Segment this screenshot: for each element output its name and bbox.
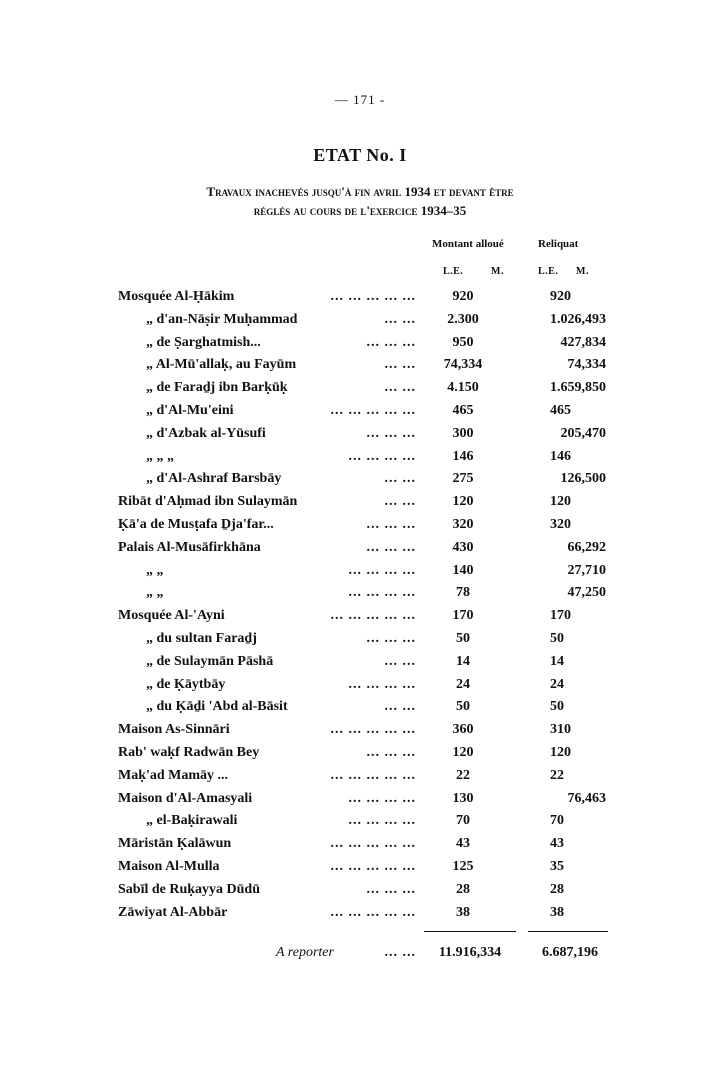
row-montant: 140	[452, 562, 474, 578]
row-label: „ „ „	[146, 448, 174, 464]
row-montant: 22	[456, 767, 470, 783]
header-le-montant: L.E.	[443, 266, 464, 277]
row-montant: 50	[456, 630, 470, 646]
row-leader-dots: ... ... ...	[366, 881, 416, 897]
row-leader-dots: ... ...	[384, 311, 416, 327]
row-leader-dots: ... ...	[384, 380, 416, 396]
table-row	[0, 788, 720, 811]
row-leader-dots: ... ...	[384, 653, 416, 669]
row-label: „ de Ṣarghatmish...	[146, 334, 261, 350]
row-montant: 465	[452, 402, 474, 418]
table-row	[0, 309, 720, 332]
row-montant: 70	[456, 813, 470, 829]
total-rule-montant	[424, 931, 516, 932]
page-title: ETAT No. I	[313, 145, 407, 165]
row-label: „ d'Al-Ashraf Barsbāy	[146, 471, 282, 487]
row-label: „ de Ḳāytbāy	[146, 676, 226, 692]
row-label: „ „	[146, 562, 164, 578]
header-m-reliquat: M.	[576, 266, 589, 277]
row-reliquat: 205,470	[560, 425, 606, 441]
header-reliquat: Reliquat	[538, 238, 579, 250]
row-label: Māristān Ḳalāwun	[118, 836, 232, 852]
row-montant: 4.150	[447, 380, 479, 396]
row-montant: 24	[456, 676, 470, 692]
row-leader-dots: ... ... ... ... ...	[330, 767, 416, 783]
row-leader-dots: ... ... ...	[366, 744, 416, 760]
row-reliquat: 47,250	[567, 585, 606, 601]
row-label: Rab' waḳf Radwān Bey	[118, 744, 260, 760]
row-reliquat: 43	[550, 836, 564, 852]
row-label: „ el-Baḳirawali	[146, 813, 238, 829]
row-leader-dots: ... ...	[384, 471, 416, 487]
table-row	[0, 902, 720, 925]
table-row	[0, 332, 720, 355]
row-leader-dots: ... ... ... ...	[348, 562, 416, 578]
row-reliquat: 126,500	[560, 471, 606, 487]
row-label: Maison Al-Mulla	[118, 858, 220, 874]
row-reliquat: 1.659,850	[550, 380, 606, 396]
carry-forward-montant: 11.916,334	[438, 945, 502, 960]
header-le-reliquat: L.E.	[538, 266, 559, 277]
row-montant: 170	[452, 608, 474, 624]
table-row	[0, 879, 720, 902]
row-leader-dots: ... ... ... ...	[348, 676, 416, 692]
row-reliquat: 50	[550, 699, 564, 715]
row-reliquat: 50	[550, 630, 564, 646]
row-reliquat: 66,292	[567, 539, 606, 555]
row-reliquat: 74,334	[567, 357, 606, 373]
row-label: Ḳā'a de Musṭafa Ḏja'far...	[118, 516, 274, 532]
header-m-montant: M.	[491, 266, 504, 277]
table-subtitle	[100, 182, 620, 220]
table-row	[0, 605, 720, 628]
row-reliquat: 24	[550, 676, 564, 692]
row-leader-dots: ... ...	[384, 357, 416, 373]
row-label: Palais Al-Musāfirkhāna	[118, 539, 261, 555]
row-montant: 120	[452, 494, 474, 510]
row-leader-dots: ... ... ... ... ...	[330, 289, 416, 304]
row-reliquat: 22	[550, 767, 564, 783]
row-montant: 78	[456, 585, 470, 601]
table-row	[0, 742, 720, 765]
row-leader-dots: ... ... ... ...	[348, 813, 416, 829]
table-row	[0, 719, 720, 742]
row-reliquat: 120	[550, 494, 571, 510]
row-leader-dots: ... ... ...	[366, 334, 416, 350]
row-montant: 950	[452, 334, 474, 350]
subtitle-line-2: réglés au cours de l'exercice 1934–35	[253, 203, 467, 218]
row-label: Mosquée Al-Ḥākim	[118, 289, 235, 304]
row-montant: 430	[452, 539, 474, 555]
row-reliquat: 310	[550, 722, 571, 738]
page-number: — 171 -	[334, 92, 386, 107]
table-row	[0, 286, 720, 309]
row-label: „ d'an-Nāṣir Muḥammad	[146, 311, 298, 327]
row-label: Zāwiyat Al-Abbār	[118, 904, 228, 920]
table-row	[0, 446, 720, 469]
row-leader-dots: ... ... ... ... ...	[330, 608, 416, 624]
row-leader-dots: ... ... ...	[366, 539, 416, 555]
table-row	[0, 354, 720, 377]
table-row	[0, 582, 720, 605]
table-row	[0, 628, 720, 651]
row-reliquat: 1.026,493	[550, 311, 606, 327]
row-leader-dots: ... ... ... ... ...	[330, 722, 416, 738]
row-leader-dots: ... ...	[384, 494, 416, 510]
carry-forward-row	[0, 942, 720, 964]
row-label: Sabīl de Ruḳayya Dūdū	[118, 881, 261, 897]
row-leader-dots: ... ... ... ...	[348, 585, 416, 601]
row-reliquat: 320	[550, 516, 571, 532]
table-row	[0, 400, 720, 423]
row-reliquat: 427,834	[560, 334, 606, 350]
row-label: „ du Ḳāḏi 'Abd al-Bāsit	[146, 699, 288, 715]
carry-forward-reliquat: 6.687,196	[542, 945, 598, 960]
row-reliquat: 35	[550, 858, 564, 874]
row-montant: 43	[456, 836, 470, 852]
row-montant: 38	[456, 904, 470, 920]
row-label: „ de Sulaymān Pāshā	[146, 653, 274, 669]
row-label: Maison d'Al-Amasyali	[118, 790, 253, 806]
row-reliquat: 28	[550, 881, 564, 897]
carry-forward-leader: ... ...	[384, 945, 416, 960]
carry-forward-label: A reporter	[276, 945, 334, 960]
table-row	[0, 833, 720, 856]
row-montant: 2.300	[447, 311, 479, 327]
row-label: „ Al-Mū'allaḳ, au Fayūm	[146, 357, 297, 373]
header-montant: Montant alloué	[432, 238, 504, 250]
row-label: „ de Faraḏj ibn Barḳūḳ	[146, 380, 288, 396]
row-label: „ d'Azbak al-Yūsufi	[146, 425, 266, 441]
row-label: „ „	[146, 585, 164, 601]
row-montant: 360	[452, 722, 474, 738]
row-reliquat: 146	[550, 448, 571, 464]
row-montant: 120	[452, 744, 474, 760]
row-montant: 920	[452, 289, 474, 304]
table-row	[0, 651, 720, 674]
total-rule-reliquat	[528, 931, 608, 932]
row-label: Ribāt d'Aḥmad ibn Sulaymān	[118, 494, 298, 510]
row-label: „ d'Al-Mu'eini	[146, 402, 234, 418]
table-row	[0, 856, 720, 879]
table-row	[0, 674, 720, 697]
table-row	[0, 810, 720, 833]
row-leader-dots: ... ...	[384, 699, 416, 715]
table-row	[0, 514, 720, 537]
row-leader-dots: ... ... ...	[366, 425, 416, 441]
row-leader-dots: ... ... ... ... ...	[330, 858, 416, 874]
row-montant: 275	[452, 471, 474, 487]
table-row	[0, 423, 720, 446]
row-reliquat: 14	[550, 653, 564, 669]
row-leader-dots: ... ... ... ... ...	[330, 904, 416, 920]
table-row	[0, 537, 720, 560]
row-leader-dots: ... ... ... ... ...	[330, 836, 416, 852]
subtitle-line-1: Travaux inachevés jusqu'à fin avril 1934 et devant être	[206, 184, 514, 199]
row-montant: 130	[452, 790, 474, 806]
table-row	[0, 468, 720, 491]
row-label: Maḳ'ad Mamāy ...	[118, 767, 229, 783]
row-reliquat: 120	[550, 744, 571, 760]
row-leader-dots: ... ... ... ...	[348, 790, 416, 806]
row-reliquat: 27,710	[567, 562, 606, 578]
row-reliquat: 76,463	[567, 790, 606, 806]
row-montant: 14	[456, 653, 470, 669]
row-reliquat: 920	[550, 289, 571, 304]
table-row	[0, 560, 720, 583]
row-reliquat: 170	[550, 608, 571, 624]
table-row	[0, 377, 720, 400]
row-leader-dots: ... ... ... ... ...	[330, 402, 416, 418]
ledger-table	[0, 286, 720, 924]
row-reliquat: 70	[550, 813, 564, 829]
row-montant: 320	[452, 516, 474, 532]
row-montant: 146	[452, 448, 474, 464]
row-montant: 28	[456, 881, 470, 897]
table-row	[0, 696, 720, 719]
table-row	[0, 765, 720, 788]
row-label: Maison As-Sinnāri	[118, 722, 230, 738]
row-reliquat: 465	[550, 402, 571, 418]
table-row	[0, 491, 720, 514]
row-montant: 125	[452, 858, 474, 874]
row-montant: 300	[452, 425, 474, 441]
row-leader-dots: ... ... ...	[366, 516, 416, 532]
row-reliquat: 38	[550, 904, 564, 920]
row-leader-dots: ... ... ... ...	[348, 448, 416, 464]
row-leader-dots: ... ... ...	[366, 630, 416, 646]
row-label: Mosquée Al-'Ayni	[118, 608, 225, 624]
row-montant: 74,334	[443, 357, 483, 373]
row-montant: 50	[456, 699, 470, 715]
row-label: „ du sultan Faraḏj	[146, 630, 257, 646]
